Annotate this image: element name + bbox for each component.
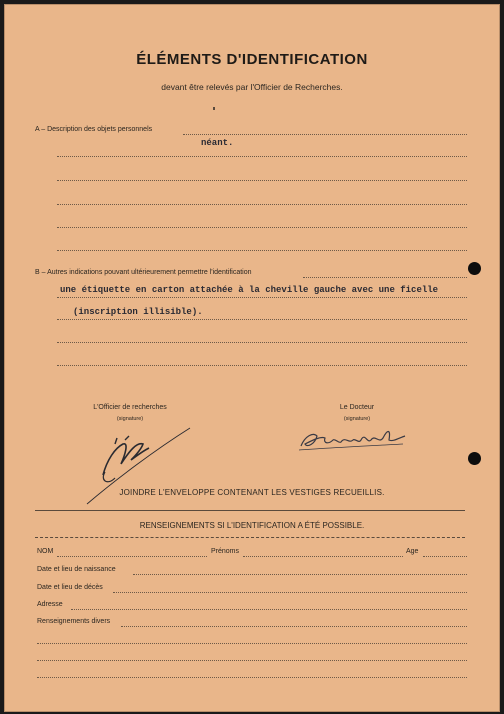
section-divider-bottom [35, 537, 465, 538]
section-b-line-4 [57, 342, 467, 343]
section-a-line-5 [57, 227, 467, 228]
section-b-entry-line-2: (inscription illisible). [73, 307, 203, 317]
section-b-label: B – Autres indications pouvant ultérieurement permettre l'identification [35, 269, 252, 276]
age-field-line [423, 556, 467, 557]
section-a-line-2 [57, 156, 467, 157]
page-subtitle: devant être relevés par l'Officier de Recherches. [161, 82, 343, 92]
misc-label: Renseignements divers [37, 618, 111, 625]
section-b-entry-line-1: une étiquette en carton attachée à la cheville gauche avec une ficelle [60, 285, 439, 295]
punch-hole-upper [468, 262, 481, 275]
section-c-title: RENSEIGNEMENTS SI L'IDENTIFICATION A ÉTÉ POSSIBLE. [139, 521, 365, 530]
envelope-instruction: JOINDRE L'ENVELOPPE CONTENANT LES VESTIGES RECUEILLIS. [119, 488, 385, 497]
nom-label: NOM [37, 548, 54, 555]
birth-label: Date et lieu de naissance [37, 566, 116, 573]
ink-speck [213, 107, 215, 110]
section-a-line-6 [57, 250, 467, 251]
page-title: ÉLÉMENTS D'IDENTIFICATION [136, 51, 368, 68]
section-b-line-1 [303, 277, 467, 278]
officer-signature-sublabel: (signature) [116, 416, 144, 422]
nom-field-line [57, 556, 207, 557]
doctor-signature-sublabel: (signature) [343, 416, 371, 422]
misc-field-line-2 [37, 643, 467, 644]
doctor-signature-label: Le Docteur [339, 404, 375, 411]
section-a-line-4 [57, 204, 467, 205]
section-b-line-3 [57, 319, 467, 320]
section-a-label: A – Description des objets personnels [35, 126, 153, 133]
punch-hole-lower [468, 452, 481, 465]
misc-field-line-4 [37, 677, 467, 678]
section-divider-top [35, 510, 465, 511]
section-a-line-3 [57, 180, 467, 181]
prenoms-field-line [243, 556, 403, 557]
officer-signature-label: L'Officier de recherches [93, 404, 167, 411]
doctor-signature-mark [295, 422, 415, 456]
section-b-line-2 [57, 297, 467, 298]
misc-field-line-1 [121, 626, 467, 627]
form-sheet [4, 4, 500, 712]
death-field-line [113, 592, 467, 593]
section-a-entry: néant. [201, 138, 234, 148]
birth-field-line [133, 574, 467, 575]
age-label: Age [406, 548, 419, 555]
misc-field-line-3 [37, 660, 467, 661]
address-field-line [71, 609, 467, 610]
section-b-line-5 [57, 365, 467, 366]
prenoms-label: Prénoms [211, 548, 240, 555]
section-a-line-1 [183, 134, 467, 135]
address-label: Adresse [37, 601, 63, 608]
death-label: Date et lieu de décès [37, 584, 103, 591]
